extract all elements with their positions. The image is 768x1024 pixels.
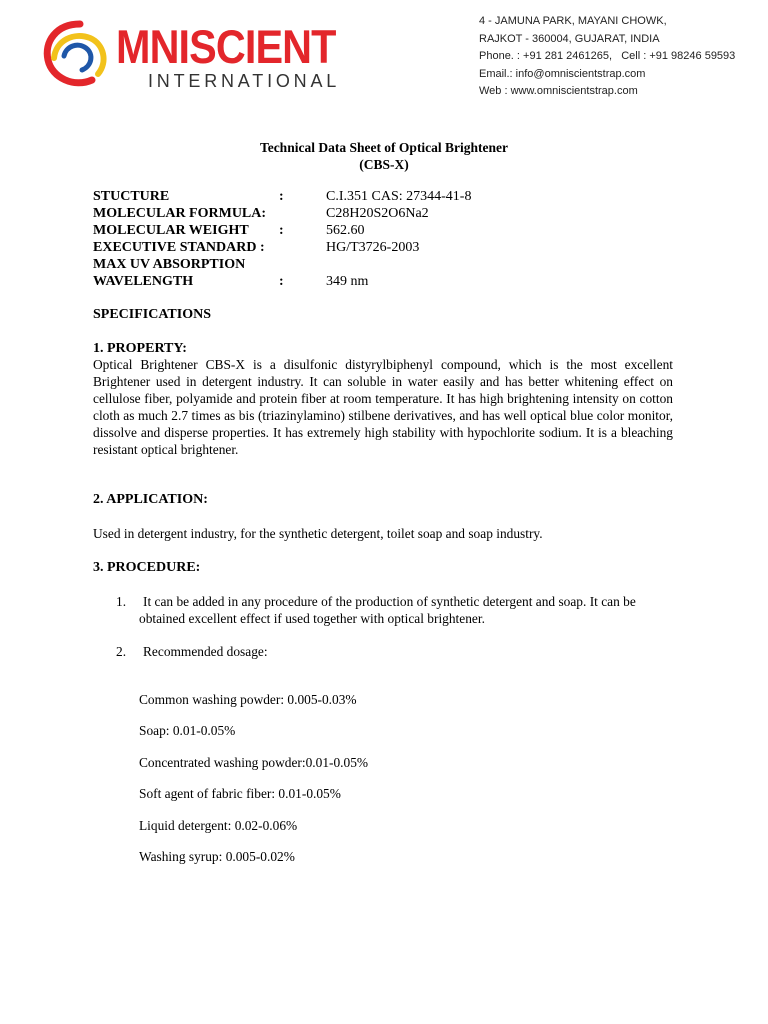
document-title: Technical Data Sheet of Optical Brightener	[259, 140, 509, 155]
property-label: MAX UV ABSORPTION	[93, 257, 246, 272]
specifications-heading: SPECIFICATIONS	[93, 307, 211, 322]
address-line-1: 4 - JAMUNA PARK, MAYANI CHOWK,	[479, 15, 667, 27]
logo-name: MNISCIENT	[116, 20, 336, 73]
email-link[interactable]: Email.: info@omniscientstrap.com	[479, 67, 646, 80]
property-colon: :	[279, 189, 284, 204]
property-label: WAVELENGTH	[93, 274, 194, 289]
property-paragraph: Optical Brightener CBS-X is a disulfonic distyrylbiphenyl compound, which is the most excellent Brightener used in detergent industry. It can soluble in water easily and has better whitening effect on cellulose fiber, polyamide and protein fiber at room temperature. It has high brightening intensity on cotton cloth as much 2.7 times as bis (triazinylamino) stilbene derivatives, and has well optical blue color monitor, dissolve and disperse properties. It has extremely high stability with hypochlorite sodium. It is a bleaching resistant optical brightener.	[93, 357, 673, 457]
cell-phone: Cell : +91 98246 59593	[621, 50, 736, 62]
list-item-number: 1.	[116, 594, 127, 609]
property-value: HG/T3726-2003	[326, 240, 420, 255]
logo-swirl-icon	[40, 18, 120, 90]
property-value: C28H20S2O6Na2	[326, 206, 429, 221]
property-value: C.I.351 CAS: 27344-41-8	[326, 189, 472, 204]
company-logo	[40, 18, 341, 91]
address-line-2: RAJKOT - 360004, GUJARAT, INDIA	[479, 32, 660, 45]
application-heading: 2. APPLICATION:	[93, 492, 208, 507]
phone: Phone. : +91 281 2461265,	[479, 50, 613, 62]
dosage-item: Washing syrup: 0.005-0.02%	[139, 849, 295, 864]
property-section-heading: 1. PROPERTY:	[93, 341, 187, 356]
list-item-text: Recommended dosage:	[143, 644, 268, 659]
web-link[interactable]: Web : www.omniscientstrap.com	[479, 85, 638, 97]
dosage-item: Liquid detergent: 0.02-0.06%	[139, 818, 298, 833]
list-item-number: 2.	[116, 644, 127, 659]
dosage-item: Soap: 0.01-0.05%	[139, 723, 236, 738]
procedure-heading: 3. PROCEDURE:	[93, 560, 201, 575]
dosage-item: Soft agent of fabric fiber: 0.01-0.05%	[139, 786, 341, 801]
property-label: EXECUTIVE STANDARD :	[93, 240, 265, 255]
property-label: MOLECULAR FORMULA:	[93, 206, 267, 221]
list-item-text: It can be added in any procedure of the production of synthetic detergent and soap. It can be obtained excellent effect if used together with optical brightener.	[139, 594, 636, 626]
document-subtitle: (CBS-X)	[359, 157, 409, 172]
property-label: MOLECULAR WEIGHT	[93, 223, 249, 238]
property-value: 349 nm	[326, 274, 369, 289]
application-paragraph: Used in detergent industry, for the synthetic detergent, toilet soap and soap industry.	[93, 526, 543, 541]
phone-line	[479, 48, 735, 66]
property-colon: :	[279, 223, 284, 238]
property-value: 562.60	[326, 223, 365, 238]
contact-block	[479, 13, 735, 101]
logo-subtitle: INTERNATIONAL	[148, 71, 341, 91]
dosage-item: Common washing powder: 0.005-0.03%	[139, 692, 357, 707]
property-label: STUCTURE	[93, 189, 170, 204]
dosage-item: Concentrated washing powder:0.01-0.05%	[139, 755, 369, 770]
property-colon: :	[279, 274, 284, 289]
